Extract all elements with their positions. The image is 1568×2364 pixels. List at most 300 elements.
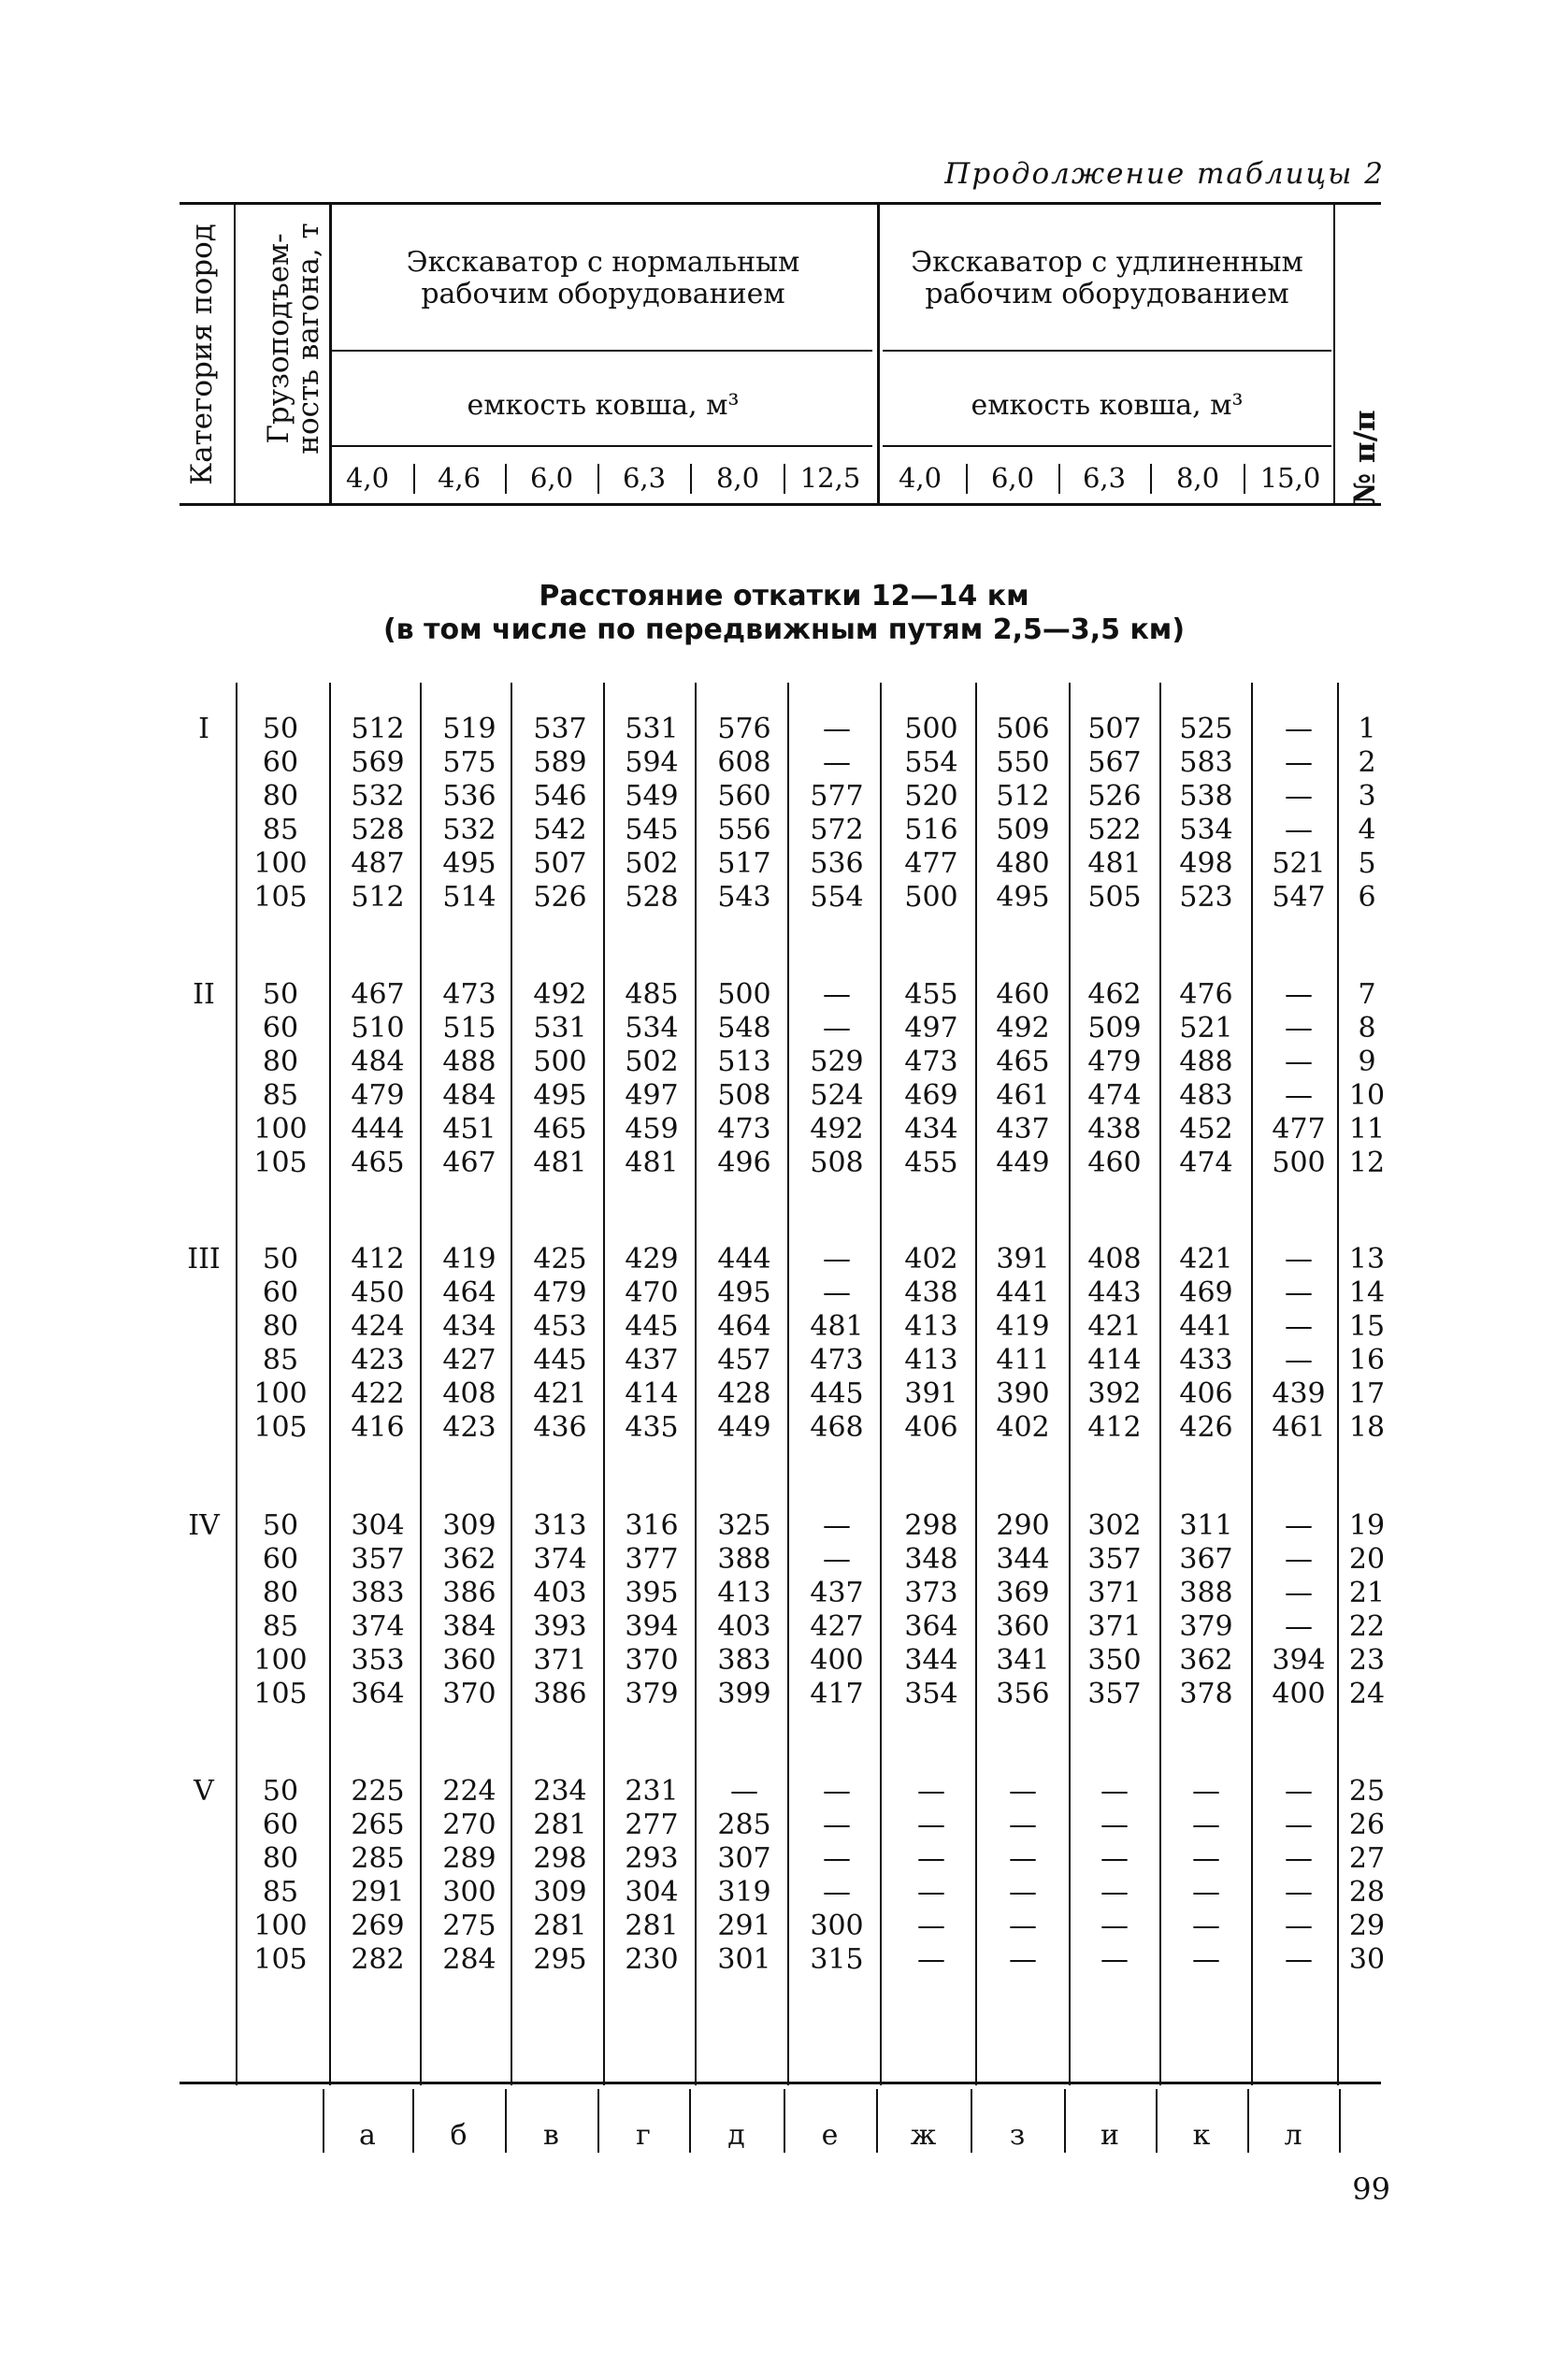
column-letter: з [1009, 2119, 1026, 2152]
value-cell: — [917, 1842, 945, 1875]
capacity-cell: 60 [262, 1276, 299, 1309]
value-cell: 526 [533, 881, 587, 914]
value-cell: 281 [533, 1809, 587, 1841]
value-cell: 500 [533, 1045, 587, 1078]
value-cell: 386 [533, 1678, 587, 1710]
value-cell: — [823, 1276, 851, 1309]
value-cell: 473 [904, 1045, 958, 1078]
column-letter: ж [910, 2119, 937, 2152]
value-cell: 575 [442, 746, 496, 779]
value-cell: 543 [717, 881, 771, 914]
value-cell: 437 [625, 1344, 679, 1377]
value-cell: — [1009, 1910, 1037, 1942]
value-cell: — [1285, 1910, 1313, 1942]
value-cell: — [1285, 1775, 1313, 1808]
value-cell: 572 [810, 814, 864, 846]
value-cell: 465 [996, 1045, 1050, 1078]
value-cell: 413 [717, 1577, 771, 1609]
value-cell: 285 [351, 1842, 405, 1875]
value-cell: 484 [351, 1045, 405, 1078]
value-cell: 526 [1087, 780, 1142, 813]
value-cell: 360 [996, 1610, 1050, 1643]
value-cell: 390 [996, 1377, 1050, 1410]
value-cell: 406 [1179, 1377, 1233, 1410]
value-cell: 517 [717, 847, 771, 880]
value-cell: — [1192, 1876, 1220, 1909]
value-cell: 370 [625, 1644, 679, 1677]
tick-divider [413, 464, 415, 494]
header-tick-rule-extended [883, 445, 1331, 447]
footer-divider [505, 2089, 507, 2153]
value-cell: 291 [717, 1910, 771, 1942]
value-cell: 521 [1179, 1012, 1233, 1045]
value-cell: — [1009, 1842, 1037, 1875]
value-cell: 414 [1087, 1344, 1142, 1377]
footer-divider [412, 2089, 414, 2153]
value-cell: — [1285, 1079, 1313, 1112]
bucket-extended-value: 4,0 [898, 462, 942, 494]
value-cell: — [1285, 1577, 1313, 1609]
value-cell: 532 [442, 814, 496, 846]
value-cell: 438 [904, 1276, 958, 1309]
footer-divider [323, 2089, 324, 2153]
value-cell: 291 [351, 1876, 405, 1909]
column-rule [787, 683, 789, 2085]
value-cell: — [1192, 1910, 1220, 1942]
value-cell: 391 [904, 1377, 958, 1410]
value-cell: 474 [1179, 1146, 1233, 1179]
value-cell: 427 [810, 1610, 864, 1643]
row-number: 12 [1348, 1146, 1386, 1179]
value-cell: 300 [442, 1876, 496, 1909]
value-cell: — [823, 978, 851, 1011]
value-cell: — [1100, 1809, 1129, 1841]
footer-divider [1156, 2089, 1158, 2153]
value-cell: 449 [717, 1411, 771, 1444]
column-rule [236, 683, 237, 2085]
value-cell: 378 [1179, 1678, 1233, 1710]
value-cell: 388 [717, 1543, 771, 1576]
value-cell: 513 [717, 1045, 771, 1078]
column-letter: к [1192, 2119, 1211, 2152]
value-cell: 508 [717, 1079, 771, 1112]
value-cell: 480 [996, 847, 1050, 880]
row-number: 16 [1348, 1344, 1386, 1377]
value-cell: 298 [904, 1509, 958, 1542]
capacity-cell: 100 [253, 1910, 308, 1942]
value-cell: 354 [904, 1678, 958, 1710]
value-cell: 495 [996, 881, 1050, 914]
column-rule [420, 683, 422, 2085]
value-cell: — [1285, 1012, 1313, 1045]
value-cell: — [1285, 1943, 1313, 1976]
value-cell: 500 [904, 713, 958, 745]
value-cell: 369 [996, 1577, 1050, 1609]
value-cell: — [917, 1876, 945, 1909]
value-cell: 485 [625, 978, 679, 1011]
value-cell: 371 [1087, 1610, 1142, 1643]
value-cell: 502 [625, 1045, 679, 1078]
group-extended-title [881, 247, 1333, 310]
row-number: 14 [1348, 1276, 1386, 1309]
value-cell: 525 [1179, 713, 1233, 745]
value-cell: 383 [717, 1644, 771, 1677]
value-cell: 304 [625, 1876, 679, 1909]
footer-divider [597, 2089, 599, 2153]
bucket-caption-extended: емкость ковша, м³ [971, 389, 1244, 422]
value-cell: 495 [717, 1276, 771, 1309]
value-cell: 379 [1179, 1610, 1233, 1643]
value-cell: 481 [1087, 847, 1142, 880]
value-cell: 481 [625, 1146, 679, 1179]
value-cell: 371 [533, 1644, 587, 1677]
value-cell: 477 [904, 847, 958, 880]
value-cell: 344 [996, 1543, 1050, 1576]
value-cell: — [823, 1775, 851, 1808]
value-cell: 400 [1272, 1678, 1326, 1710]
footer-divider [784, 2089, 785, 2153]
row-number: 10 [1348, 1079, 1386, 1112]
value-cell: — [1192, 1775, 1220, 1808]
value-cell: 325 [717, 1509, 771, 1542]
value-cell: 445 [625, 1310, 679, 1343]
value-cell: 441 [996, 1276, 1050, 1309]
value-cell: 537 [533, 713, 587, 745]
tick-divider [784, 464, 785, 494]
value-cell: 483 [1179, 1079, 1233, 1112]
value-cell: 449 [996, 1146, 1050, 1179]
value-cell: 479 [1087, 1045, 1142, 1078]
value-cell: 433 [1179, 1344, 1233, 1377]
value-cell: 514 [442, 881, 496, 914]
value-cell: — [1009, 1876, 1037, 1909]
value-cell: — [823, 1012, 851, 1045]
capacity-cell: 105 [253, 881, 308, 914]
group-normal-line1: Экскаватор с нормальным [406, 246, 800, 279]
value-cell: — [1285, 1310, 1313, 1343]
group-normal-line2: рабочим оборудованием [421, 278, 785, 310]
header-vrule-4 [1333, 204, 1335, 505]
capacity-cell: 100 [253, 847, 308, 880]
column-rule [1069, 683, 1071, 2085]
value-cell: 419 [442, 1243, 496, 1276]
value-cell: — [1192, 1809, 1220, 1841]
category-label: IV [188, 1509, 220, 1542]
value-cell: — [1285, 1809, 1313, 1841]
value-cell: 344 [904, 1644, 958, 1677]
capacity-cell: 85 [262, 1079, 299, 1112]
value-cell: 547 [1272, 881, 1326, 914]
page-number: 99 [1352, 2171, 1390, 2207]
value-cell: 461 [1272, 1411, 1326, 1444]
value-cell: 538 [1179, 780, 1233, 813]
bucket-normal-value: 6,0 [529, 462, 574, 494]
value-cell: 301 [717, 1943, 771, 1976]
row-number: 29 [1348, 1910, 1386, 1942]
value-cell: 394 [625, 1610, 679, 1643]
value-cell: — [823, 1876, 851, 1909]
value-cell: 474 [1087, 1079, 1142, 1112]
column-letter: б [450, 2119, 468, 2152]
value-cell: 457 [717, 1344, 771, 1377]
value-cell: 402 [904, 1243, 958, 1276]
value-cell: 481 [810, 1310, 864, 1343]
value-cell: 302 [1087, 1509, 1142, 1542]
column-letter: г [636, 2119, 651, 2152]
value-cell: 424 [351, 1310, 405, 1343]
value-cell: — [1009, 1809, 1037, 1841]
value-cell: 531 [533, 1012, 587, 1045]
value-cell: 422 [351, 1377, 405, 1410]
value-cell: 487 [351, 847, 405, 880]
row-number: 9 [1358, 1045, 1376, 1078]
value-cell: — [1285, 1876, 1313, 1909]
header-mid-rule-normal [332, 350, 872, 352]
value-cell: 360 [442, 1644, 496, 1677]
value-cell: 353 [351, 1644, 405, 1677]
row-number: 1 [1358, 713, 1376, 745]
footer-divider [1064, 2089, 1066, 2153]
capacity-cell: 85 [262, 1876, 299, 1909]
value-cell: 469 [1179, 1276, 1233, 1309]
value-cell: 270 [442, 1809, 496, 1841]
header-tick-rule-normal [332, 445, 872, 447]
value-cell: 373 [904, 1577, 958, 1609]
value-cell: — [823, 1509, 851, 1542]
value-cell: 536 [810, 847, 864, 880]
value-cell: 421 [533, 1377, 587, 1410]
row-number: 17 [1348, 1377, 1386, 1410]
capacity-cell: 85 [262, 1344, 299, 1377]
bucket-normal-value: 4,0 [345, 462, 390, 494]
capacity-cell: 105 [253, 1943, 308, 1976]
value-cell: 439 [1272, 1377, 1326, 1410]
value-cell: 465 [351, 1146, 405, 1179]
value-cell: — [1100, 1775, 1129, 1808]
value-cell: 285 [717, 1809, 771, 1841]
value-cell: 414 [625, 1377, 679, 1410]
value-cell: 453 [533, 1310, 587, 1343]
value-cell: 293 [625, 1842, 679, 1875]
section-title-line1: Расстояние откатки 12—14 км [539, 580, 1029, 613]
value-cell: 367 [1179, 1543, 1233, 1576]
value-cell: — [1285, 1045, 1313, 1078]
capacity-cell: 60 [262, 1543, 299, 1576]
capacity-cell: 85 [262, 1610, 299, 1643]
value-cell: 408 [442, 1377, 496, 1410]
value-cell: 492 [810, 1113, 864, 1146]
section-title-line2: (в том числе по передвижным путям 2,5—3,5 км) [382, 613, 1186, 646]
value-cell: 282 [351, 1943, 405, 1976]
value-cell: 509 [1087, 1012, 1142, 1045]
value-cell: 520 [904, 780, 958, 813]
value-cell: — [1285, 1543, 1313, 1576]
capacity-cell: 105 [253, 1678, 308, 1710]
value-cell: 425 [533, 1243, 587, 1276]
value-cell: 479 [533, 1276, 587, 1309]
value-cell: 394 [1272, 1644, 1326, 1677]
capacity-cell: 80 [262, 780, 299, 813]
value-cell: 289 [442, 1842, 496, 1875]
header-row-number: № п/п [1348, 410, 1382, 505]
row-number: 27 [1348, 1842, 1386, 1875]
value-cell: 374 [533, 1543, 587, 1576]
footer-divider [876, 2089, 878, 2153]
value-cell: — [1285, 1243, 1313, 1276]
value-cell: 516 [904, 814, 958, 846]
header-category: Категория пород [185, 223, 219, 485]
value-cell: 576 [717, 713, 771, 745]
value-cell: 311 [1179, 1509, 1233, 1542]
value-cell: 316 [625, 1509, 679, 1542]
value-cell: — [1285, 780, 1313, 813]
value-cell: 500 [904, 881, 958, 914]
capacity-cell: 100 [253, 1377, 308, 1410]
value-cell: 315 [810, 1943, 864, 1976]
bucket-caption-normal: емкость ковша, м³ [467, 389, 740, 422]
value-cell: 412 [1087, 1411, 1142, 1444]
value-cell: — [1285, 1344, 1313, 1377]
value-cell: 362 [1179, 1644, 1233, 1677]
value-cell: 265 [351, 1809, 405, 1841]
value-cell: 507 [533, 847, 587, 880]
value-cell: 508 [810, 1146, 864, 1179]
value-cell: 443 [1087, 1276, 1142, 1309]
value-cell: 441 [1179, 1310, 1233, 1343]
column-rule [1159, 683, 1161, 2085]
column-rule [695, 683, 697, 2085]
row-number: 25 [1348, 1775, 1386, 1808]
column-letter: д [727, 2119, 745, 2152]
tick-divider [966, 464, 968, 494]
value-cell: 467 [442, 1146, 496, 1179]
row-number: 13 [1348, 1243, 1386, 1276]
value-cell: 459 [625, 1113, 679, 1146]
row-number: 30 [1348, 1943, 1386, 1976]
value-cell: 383 [351, 1577, 405, 1609]
value-cell: 495 [533, 1079, 587, 1112]
value-cell: 384 [442, 1610, 496, 1643]
value-cell: 477 [1272, 1113, 1326, 1146]
row-number: 15 [1348, 1310, 1386, 1343]
column-rule [975, 683, 977, 2085]
column-letter: и [1100, 2119, 1119, 2152]
row-number: 28 [1348, 1876, 1386, 1909]
column-letter: е [821, 2119, 839, 2152]
value-cell: 524 [810, 1079, 864, 1112]
capacity-cell: 105 [253, 1411, 308, 1444]
capacity-cell: 85 [262, 814, 299, 846]
value-cell: 455 [904, 978, 958, 1011]
value-cell: 408 [1087, 1243, 1142, 1276]
value-cell: 512 [351, 713, 405, 745]
value-cell: — [823, 746, 851, 779]
value-cell: — [1100, 1943, 1129, 1976]
value-cell: 488 [442, 1045, 496, 1078]
value-cell: 403 [533, 1577, 587, 1609]
value-cell: 531 [625, 713, 679, 745]
value-cell: 455 [904, 1146, 958, 1179]
value-cell: — [917, 1775, 945, 1808]
value-cell: 437 [996, 1113, 1050, 1146]
value-cell: — [1285, 814, 1313, 846]
value-cell: 423 [351, 1344, 405, 1377]
value-cell: 281 [533, 1910, 587, 1942]
value-cell: 402 [996, 1411, 1050, 1444]
value-cell: 438 [1087, 1113, 1142, 1146]
footer-divider [971, 2089, 972, 2153]
value-cell: 350 [1087, 1644, 1142, 1677]
value-cell: 545 [625, 814, 679, 846]
value-cell: — [730, 1775, 758, 1808]
value-cell: — [1285, 1509, 1313, 1542]
capacity-cell: 60 [262, 1012, 299, 1045]
group-normal-title [332, 247, 874, 310]
value-cell: 275 [442, 1910, 496, 1942]
value-cell: 370 [442, 1678, 496, 1710]
capacity-cell: 60 [262, 1809, 299, 1841]
value-cell: — [1100, 1910, 1129, 1942]
column-rule [603, 683, 605, 2085]
value-cell: 364 [904, 1610, 958, 1643]
value-cell: 481 [533, 1146, 587, 1179]
value-cell: 549 [625, 780, 679, 813]
capacity-cell: 50 [262, 1509, 299, 1542]
capacity-cell: 80 [262, 1577, 299, 1609]
value-cell: — [823, 713, 851, 745]
group-extended-line2: рабочим оборудованием [925, 278, 1289, 310]
value-cell: 435 [625, 1411, 679, 1444]
value-cell: 529 [810, 1045, 864, 1078]
value-cell: 362 [442, 1543, 496, 1576]
header-vrule-3 [877, 204, 880, 505]
value-cell: 534 [625, 1012, 679, 1045]
value-cell: 554 [810, 881, 864, 914]
row-number: 4 [1358, 814, 1376, 846]
value-cell: — [1009, 1943, 1037, 1976]
value-cell: 395 [625, 1577, 679, 1609]
value-cell: 412 [351, 1243, 405, 1276]
value-cell: 277 [625, 1809, 679, 1841]
value-cell: 500 [1272, 1146, 1326, 1179]
value-cell: 569 [351, 746, 405, 779]
capacity-cell: 100 [253, 1644, 308, 1677]
value-cell: 313 [533, 1509, 587, 1542]
value-cell: 413 [904, 1310, 958, 1343]
value-cell: 594 [625, 746, 679, 779]
value-cell: — [1285, 978, 1313, 1011]
value-cell: 460 [996, 978, 1050, 1011]
column-rule [329, 683, 331, 2085]
value-cell: 269 [351, 1910, 405, 1942]
value-cell: 234 [533, 1775, 587, 1808]
category-label: II [193, 978, 215, 1011]
value-cell: 231 [625, 1775, 679, 1808]
value-cell: 426 [1179, 1411, 1233, 1444]
value-cell: 421 [1087, 1310, 1142, 1343]
value-cell: 437 [810, 1577, 864, 1609]
value-cell: 589 [533, 746, 587, 779]
value-cell: 309 [533, 1876, 587, 1909]
capacity-cell: 80 [262, 1045, 299, 1078]
value-cell: 515 [442, 1012, 496, 1045]
value-cell: 393 [533, 1610, 587, 1643]
header-top-rule [180, 202, 1381, 205]
value-cell: 413 [904, 1344, 958, 1377]
column-letter: в [543, 2119, 559, 2152]
value-cell: 509 [996, 814, 1050, 846]
value-cell: 500 [717, 978, 771, 1011]
